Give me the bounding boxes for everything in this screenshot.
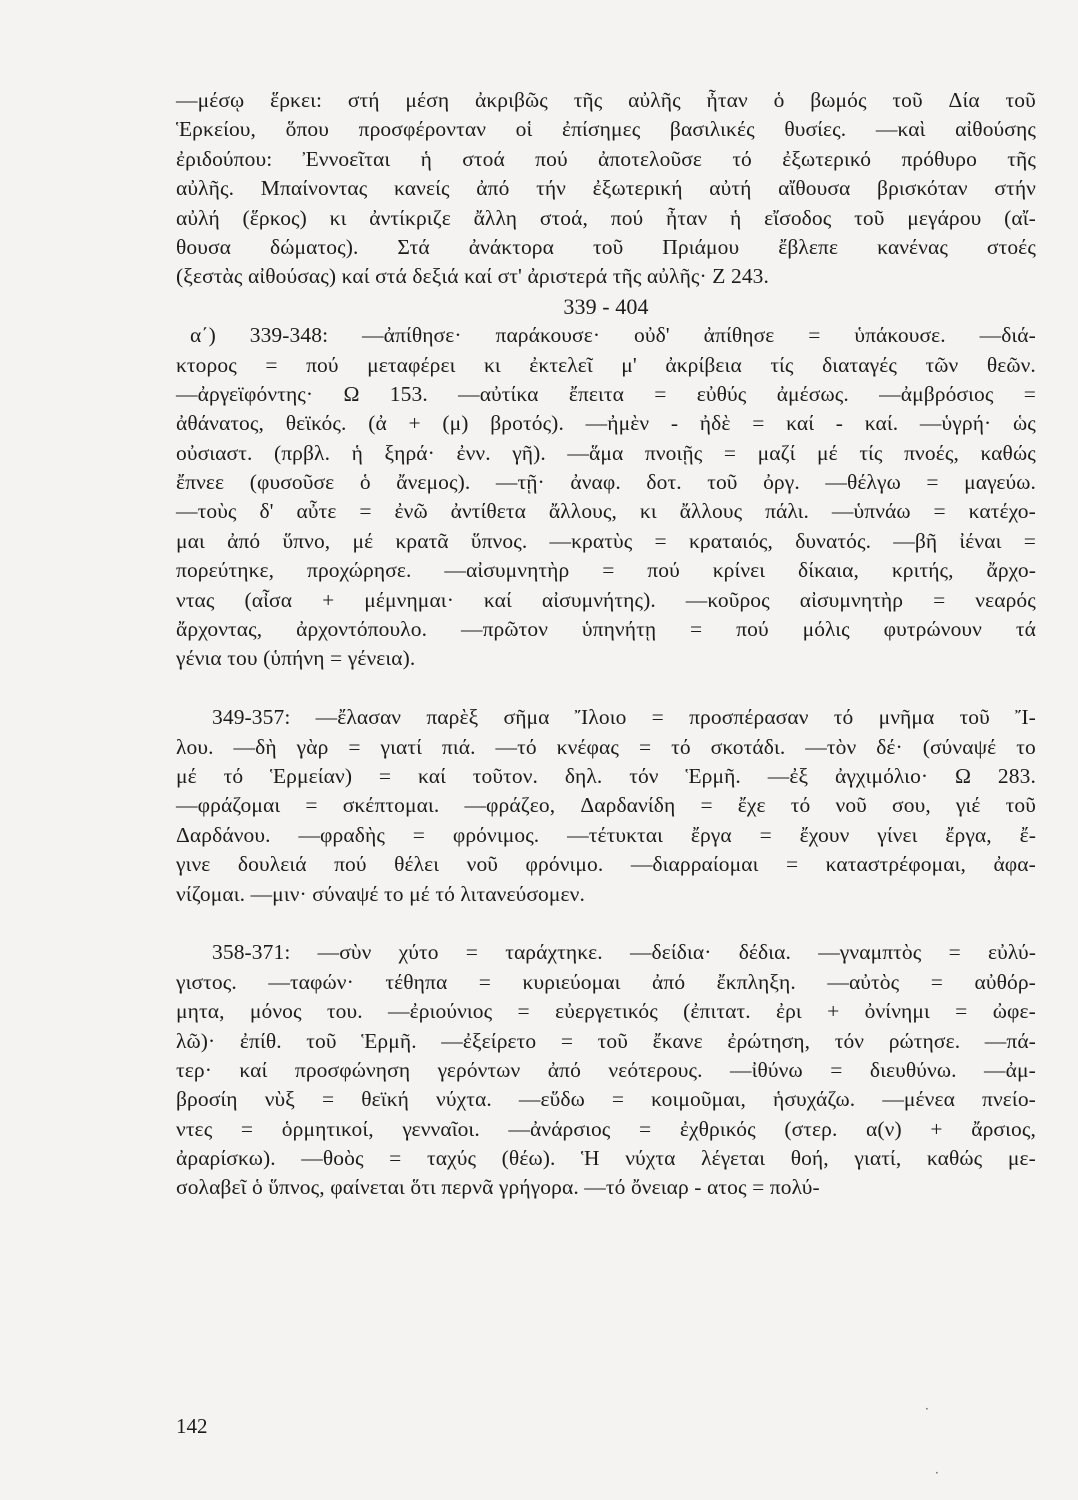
- text-line: Ἑρκείου, ὅπου προσφέρονταν οἱ ἐπίσημες βασιλικές θυσίες. —καὶ αἰθούσης: [176, 117, 1036, 142]
- text-line: (ξεστὰς αἰθούσας) καί στά δεξιά καί στ' ἀριστερά τῆς αὐλῆς· Ζ 243.: [176, 264, 769, 289]
- commentary-text: [176, 86, 1036, 1203]
- text-line: —ἀργεϊφόντης· Ω 153. —αὐτίκα ἔπειτα = εὐθύς ἀμέσως. —ἀμβρόσιος =: [176, 381, 1036, 406]
- text-line: αὐλή (ἕρκος) κι ἀντίκριζε ἄλλη στοά, πού ἦταν ἡ εἴσοδος τοῦ μεγάρου (αἴ-: [176, 205, 1036, 230]
- paragraph-gap: [176, 909, 1036, 938]
- text-line: πορεύτηκε, προχώρησε. —αἰσυμνητὴρ = πού κρίνει δίκαια, κριτής, ἄρχο-: [176, 558, 1036, 583]
- text-line: σολαβεῖ ὁ ὕπνος, φαίνεται ὅτι περνᾶ γρήγορα. —τό ὄνειαρ - ατος = πολύ-: [176, 1175, 820, 1200]
- text-line: λῶ)· ἐπίθ. τοῦ Ἑρμῆ. —ἐξείρετο = τοῦ ἔκανε ἐρώτηση, τόν ρώτησε. —πά-: [176, 1028, 1036, 1053]
- text-line: ντες = ὁρμητικοί, γενναῖοι. —ἀνάρσιος = ἐχθρικός (στερ. α(ν) + ἄρσιος,: [176, 1116, 1036, 1141]
- text-line: τερ· καί προσφώνηση γερόντων ἀπό νεότερους. —ἰθύνω = διευθύνω. —ἀμ-: [176, 1057, 1036, 1082]
- text-line: αὐλῆς. Μπαίνοντας κανείς ἀπό τήν ἐξωτερική αὐτή αἴθουσα βρισκόταν στήν: [176, 176, 1036, 201]
- page-number: 142: [176, 1414, 208, 1438]
- text-line: λου. —δὴ γὰρ = γιατί πιά. —τό κνέφας = τό σκοτάδι. —τὸν δέ· (σύναψέ το: [176, 734, 1036, 759]
- text-line: νίζομαι. —μιν· σύναψέ το μέ τό λιτανεύσομεν.: [176, 881, 585, 906]
- paragraph-2: [176, 321, 1036, 674]
- text-line: —μέσῳ ἕρκει: στή μέση ἀκριβῶς τῆς αὐλῆς ἦταν ὁ βωμός τοῦ Δία τοῦ: [176, 88, 1036, 112]
- paragraph-1: [176, 86, 1036, 292]
- text-line: 349-357: —ἔλασαν παρὲξ σῆμα Ἴλοιο = προσπέρασαν τό μνῆμα τοῦ Ἴ-: [212, 705, 1036, 730]
- text-line: ἐριδούπου: Ἐννοεῖται ἡ στοά πού ἀποτελοῦσε τό ἐξωτερικό πρόθυρο τῆς: [176, 146, 1036, 171]
- text-line: —τοὺς δ' αὖτε = ἐνῶ ἀντίθετα ἄλλους, κι ἄλλους πάλι. —ὑπνάω = κατέχο-: [176, 499, 1036, 524]
- scan-speck: ·: [925, 1402, 929, 1416]
- text-line: α΄) 339-348: —ἀπίθησε· παράκουσε· οὐδ' ἀπίθησε = ὑπάκουσε. —διά-: [190, 323, 1036, 348]
- section-heading: [176, 292, 1036, 321]
- text-line: γένια του (ὑπήνη = γένεια).: [176, 646, 416, 671]
- text-line: γιστος. —ταφών· τέθηπα = κυριεύομαι ἀπό ἔκπληξη. —αὐτὸς = αὐθόρ-: [176, 969, 1036, 994]
- text-line: 358-371: —σὺν χύτο = ταράχτηκε. —δείδια· δέδια. —γναμπτὸς = εὐλύ-: [212, 940, 1036, 965]
- paragraph-4: [176, 938, 1036, 1203]
- text-line: ἔπνεε (φυσοῦσε ὁ ἄνεμος). —τῇ· ἀναφ. δοτ. τοῦ ὀργ. —θέλγω = μαγεύω.: [176, 470, 1036, 495]
- text-line: ἀραρίσκω). —θοὸς = ταχύς (θέω). Ἡ νύχτα λέγεται θοή, γιατί, καθώς με-: [176, 1146, 1036, 1171]
- text-line: ντας (αἶσα + μέμνημαι· καί αἰσυμνήτης). —κοῦρος αἰσυμνητὴρ = νεαρός: [176, 587, 1036, 612]
- section-heading-text: 339 - 404: [563, 293, 649, 319]
- text-line: γινε δουλειά πού θέλει νοῦ φρόνιμο. —διαρραίομαι = καταστρέφομαι, ἀφα-: [176, 852, 1036, 877]
- text-line: ἀθάνατος, θεϊκός. (ἀ + (μ) βροτός). —ἠμὲν - ἠδὲ = καί - καί. —ὑγρή· ὡς: [176, 411, 1036, 436]
- paragraph-3: [176, 703, 1036, 909]
- scan-speck: ·: [935, 1466, 939, 1480]
- text-line: βροσίη νὺξ = θεϊκή νύχτα. —εὕδω = κοιμοῦμαι, ἡσυχάζω. —μένεα πνείο-: [176, 1087, 1036, 1112]
- text-line: ἄρχοντας, ἀρχοντόπουλο. —πρῶτον ὑπηνήτῃ = πού μόλις φυτρώνουν τά: [176, 617, 1036, 642]
- text-line: Δαρδάνου. —φραδὴς = φρόνιμος. —τέτυκται ἔργα = ἔχουν γίνει ἔργα, ἔ-: [176, 822, 1036, 847]
- text-line: —φράζομαι = σκέπτομαι. —φράζεο, Δαρδανίδη = ἔχε τό νοῦ σου, γιέ τοῦ: [176, 793, 1036, 818]
- paragraph-gap: [176, 674, 1036, 703]
- text-line: μαι ἀπό ὕπνο, μέ κρατᾶ ὕπνος. —κρατὺς = κραταιός, δυνατός. —βῆ ἰέναι =: [176, 528, 1036, 553]
- text-line: μέ τό Ἑρμείαν) = καί τοῦτον. δηλ. τόν Ἑρμῆ. —ἐξ ἀγχιμόλιο· Ω 283.: [176, 763, 1036, 788]
- text-line: θουσα δώματος). Στά ἀνάκτορα τοῦ Πριάμου ἔβλεπε κανένας στοές: [176, 234, 1036, 259]
- text-line: μητα, μόνος του. —ἐριούνιος = εὐεργετικός (ἐπιτατ. ἐρι + ὀνίνημι = ὠφε-: [176, 999, 1036, 1024]
- text-line: οὐσιαστ. (πρβλ. ἡ ξηρά· ἐνν. γῆ). —ἅμα πνοιῇς = μαζί μέ τίς πνοές, καθώς: [176, 440, 1036, 465]
- text-line: κτορος = πού μεταφέρει κι ἐκτελεῖ μ' ἀκρίβεια τίς διαταγές τῶν θεῶν.: [176, 352, 1036, 377]
